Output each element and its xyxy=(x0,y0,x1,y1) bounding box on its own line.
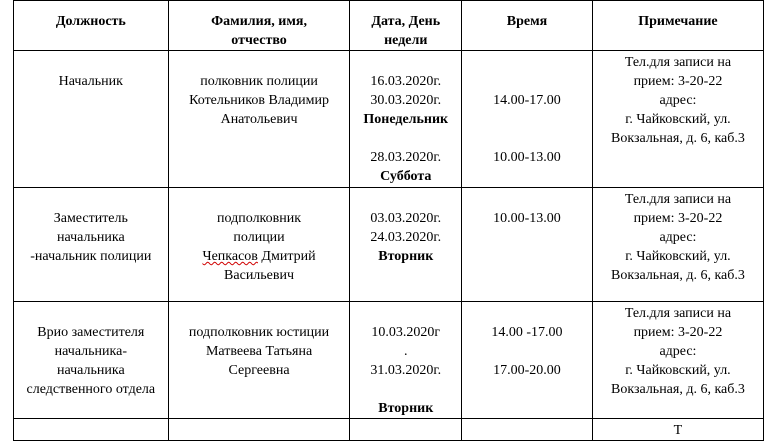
cell-note: Тел.для записи на прием: 3-20-22 адрес: г. Чайковский, ул. Вокзальная, д. 6, каб.3 xyxy=(592,302,763,419)
cell-note: Т xyxy=(592,419,763,441)
cell-name: полковник полиции Котельников Владимир Анатольевич xyxy=(168,51,350,188)
header-row xyxy=(14,1,764,51)
cell-date xyxy=(350,419,462,441)
cell-date: 10.03.2020г . 31.03.2020г. Вторник xyxy=(350,302,462,419)
cell-name: подполковник юстиции Матвеева Татьяна Сергеевна xyxy=(168,302,350,419)
table-row xyxy=(14,51,764,188)
cell-position: Врио заместителя начальника- начальника следственного отдела xyxy=(14,302,169,419)
cell-position xyxy=(14,419,169,441)
spellcheck-underline: Чепкасов xyxy=(202,249,258,264)
table-row xyxy=(14,419,764,441)
cell-time: 14.00-17.00 10.00-13.00 xyxy=(462,51,593,188)
cell-position: Начальник xyxy=(14,51,169,188)
cell-name xyxy=(168,419,350,441)
cell-time: 10.00-13.00 xyxy=(462,188,593,302)
table-row xyxy=(14,188,764,302)
header-position: Должность xyxy=(14,1,169,51)
cell-note: Тел.для записи на прием: 3-20-22 адрес: г. Чайковский, ул. Вокзальная, д. 6, каб.3 xyxy=(592,188,763,302)
cell-date: 16.03.2020г. 30.03.2020г. Понедельник 28.03.2020г. Суббота xyxy=(350,51,462,188)
reception-schedule-table xyxy=(13,0,764,441)
header-date: Дата, День недели xyxy=(350,1,462,51)
header-note: Примечание xyxy=(592,1,763,51)
cell-position: Заместитель начальника -начальник полиции xyxy=(14,188,169,302)
cell-name: подполковник полиции Чепкасов Дмитрий Васильевич xyxy=(168,188,350,302)
table-row xyxy=(14,302,764,419)
cell-date: 03.03.2020г. 24.03.2020г. Вторник xyxy=(350,188,462,302)
cell-note: Тел.для записи на прием: 3-20-22 адрес: г. Чайковский, ул. Вокзальная, д. 6, каб.3 xyxy=(592,51,763,188)
header-time: Время xyxy=(462,1,593,51)
header-name: Фамилия, имя, отчество xyxy=(168,1,350,51)
cell-time: 14.00 -17.00 17.00-20.00 xyxy=(462,302,593,419)
cell-time xyxy=(462,419,593,441)
